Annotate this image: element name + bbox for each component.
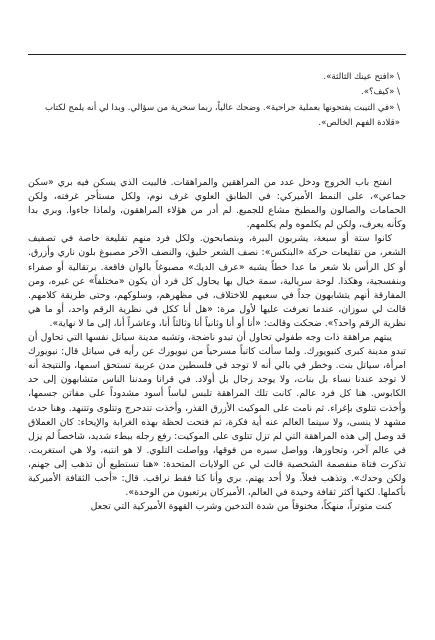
footnote-1: \ «افتح عينك الثالثة». (323, 72, 400, 82)
footnote-3: \ «في التيبت يفتحونها بعملية جراحية». وضحك عالياً، ربما سخرية من سؤالي. وبدا لي أنه يلمح لكتاب «قلادة الفهم الخالص». (44, 103, 400, 128)
footnote-2: \ «كيف؟». (360, 86, 400, 97)
paragraph-1: انفتح باب الخروج ودخل عدد من المراهقين والمراهقات. فالبيت الذي يسكن فيه بري «سكن جماعي»، على النمط الأميركي: في الطابق العلوي غرف نوم، ولكل مستأجر غرفته، ولكن الحمامات والصالون والمطبخ مشاع للجميع. لم أدر من هؤلاء المراهقون، ولماذا جاءوا. وبري بدا وكأنه يعرف، ولكن لم يكلموه ولم يكلمهم. (28, 177, 406, 231)
paragraph-3: يبتهم مراهقة ذات وجه طفولي تحاول أن تبدو ناضجة، وتشبه مدينة سياتل نفسها التي تحاول أن تبدو مدينة كبرى كنيويورك. ولما سألت كاتباً مسرحياً من نيويورك عن رأيه في سياتل قال: نيويورك امرأة، سياتل بنت. وخطر في بالي أنه لا توجد في فلسطين مدن عربية تستحق اسمها، والنتيجة أنه لا توجد عندنا نساء بل بنات، ولا يوجد رجال بل أولاد. في قرانا ومدننا الناس متشابهون إلى حد الكابوس. هنا كل فرد عالم. كانت تلك المراهقة تلبس لباساً أسود مشدوداً على مفاتن جسمها، وأخذت تتلوى بإغراء. ثم نامت على الموكيت الأزرق القذر، وأخذت تتدحرج وتتلوى وتتنهد. وهنا حدث مشهد لا ينسى، ولا سينما العالم عنه أية فكرة، ثم فتحت لحظة بهذه الغرابة والإيحاء: كان العملاق قد وصل إلى هذه المراهقة التي لم تزل تتلوى على الموكيت: رفع رجله ببطء شديد، شاخصاً لم يزل في عالم آخر، وتجاوزها، وواصل سيره من فوقها، وواصلت التلوي. لا هو انتبه، ولا هي استغربت. تذكرت فتاة منفصمة الشخصية قالت لي عن الولايات المتحدة: «هنا تستطيع أن تذهب إلى جهنم، ولكن وحدك». وتذهب فعلاً. ولا أحد يهتم. بري وأنا كنا فقط نراقب. قال: «أحب الثقافة الأميركية بأكملها. لكنها أكثر ثقافة وحيدة في العالم، الأميركان يرتعبون من الوحدة». (28, 332, 406, 499)
footnotes (28, 70, 400, 130)
paragraph-4: كنت متوتراً، منهكاً، مخنوقاً من شدة التدخين وشرب القهوة الأميركية التي تجعل (90, 501, 392, 513)
paragraph-2: كانوا ستة أو سبعة، يشربون البيرة، وبتصابحون. ولكل فرد منهم تقليعة خاصة في تصفيف الشعر، من تقليعات حركة «البنكس»: نصف الشعر حليق، والنصف الآخر مصبوغ بلون ناري وأزرق. أو كل الرأس بلا شعر ما عدا خطاً يشبه «عرف الديك» مصبوغاً بالوان فاقعة. برتقالية أو صفراء وبنفسجية، وهكذا. لوحة سريالية، سمة خيال بها يحاول كل فرد أن يكون «مختلفاً» عن غيره، ومن المفارقة أنهم يتشابهون جداً في سعيهم للاختلاف، في مظهرهم، وسلوكهم، وحتى طريقة كلامهم. قالت لي سوزان، عندما تعرفت عليها لأول مرة: «هل أنا ككل في نظرية الرقم واحد، أو ما هي نظرية الرقم واحد؟». ضحكت وقالت: «أنا أو أنا وثانياً أنا وثالثاً أنا، وعاشراً أنا، إلى ما لا نهاية». (28, 233, 406, 329)
footnote-separator (28, 54, 406, 55)
main-text (28, 176, 406, 514)
